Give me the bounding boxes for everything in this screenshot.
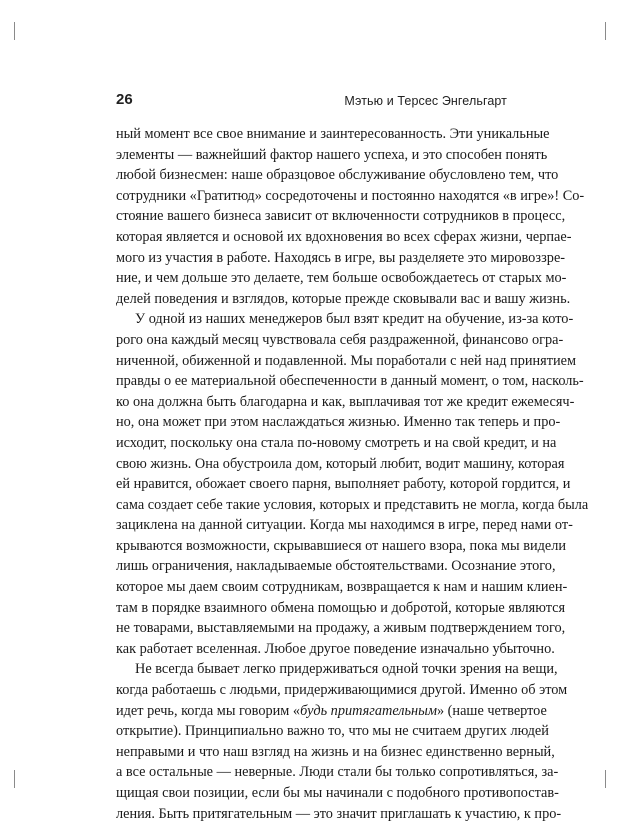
- text-line: когда работаешь с людьми, придерживающимися другой. Именно об этом: [116, 682, 568, 699]
- body-text: [116, 124, 589, 824]
- text-line: а все остальные — неверные. Люди стали бы только сопротивляться, за-: [116, 764, 559, 781]
- text-line: там в порядке взаимного обмена помощью и добротой, которые являются: [116, 599, 566, 616]
- text-line: делей поведения и взглядов, которые прежде сковывали вас и вашу жизнь.: [116, 290, 571, 307]
- page-header: [116, 90, 507, 112]
- text-line: свою жизнь. Она обустроила дом, который любит, водит машину, которая: [116, 455, 565, 472]
- text-line: рого она каждый месяц чувствовала себя раздраженной, финансово огра-: [116, 331, 564, 348]
- text-line: зациклена на данной ситуации. Когда мы находимся в игре, перед нами от-: [116, 517, 573, 534]
- text-line: ко она должна быть благодарна и как, выплачивая тот же кредит ежемесяч-: [116, 393, 575, 410]
- text-line: лишь ограничения, накладываемые обстоятельствами. Осознание этого,: [116, 558, 556, 575]
- text-line: сотрудники «Гратитюд» сосредоточены и постоянно находятся «в игре»! Со-: [116, 187, 585, 204]
- text-line: ние, и чем дольше это делаете, тем больше освобождаетесь от старых мо-: [116, 270, 567, 287]
- text-line: крываются возможности, скрывавшиеся от нашего взора, пока мы видели: [116, 537, 567, 554]
- text-line: правды о ее материальной обеспеченности в данный момент, о том, насколь-: [116, 373, 584, 390]
- text-line: не товарами, выставляемыми на продажу, а живым подтверждением того,: [116, 620, 566, 637]
- text-line: но, она может при этом наслаждаться жизнью. Именно так теперь и про-: [116, 414, 561, 431]
- text-line: любой бизнесмен: наше образцовое обслуживание обусловлено тем, что: [116, 167, 559, 184]
- text-line: Не всегда бывает легко придерживаться одной точки зрения на вещи,: [135, 661, 558, 678]
- page-number: 26: [116, 91, 133, 108]
- text-line: идет речь, когда мы говорим «будь притягательным» (наше четвертое: [116, 702, 547, 719]
- running-head: Мэтью и Терсес Энгельгарт: [344, 94, 507, 108]
- crop-mark-top-right: [605, 22, 606, 40]
- text-line: сама создает себе такие условия, которых и представить не могла, когда была: [116, 496, 589, 513]
- text-line: щищая свои позиции, если бы мы начинали с подобного противопостав-: [116, 785, 559, 801]
- paragraph: [116, 309, 589, 659]
- crop-mark-bottom-left: [14, 770, 15, 788]
- text-line: как работает вселенная. Любое другое поведение изначально убыточно.: [116, 640, 555, 657]
- crop-mark-bottom-right: [605, 770, 606, 788]
- text-line: мого из участия в работе. Находясь в игре, вы разделяете это мировоззре-: [116, 249, 566, 266]
- text-line: стояние вашего бизнеса зависит от включенности сотрудников в процесс,: [116, 208, 566, 225]
- emphasis-text: будь притягательным: [300, 702, 437, 719]
- text-line: неправыми и что наш взгляд на жизнь и на бизнес единственно верный,: [116, 743, 555, 760]
- text-line: исходит, поскольку она стала по-новому смотреть и на свой кредит, и на: [116, 434, 557, 451]
- paragraph: [116, 124, 585, 309]
- crop-mark-top-left: [14, 22, 15, 40]
- text-line: элементы — важнейший фактор нашего успеха, и это способен понять: [116, 146, 548, 163]
- text-line: которая является и основой их вдохновения во всех сферах жизни, черпае-: [116, 228, 572, 245]
- text-line: ления. Быть притягательным — это значит приглашать к участию, к про-: [116, 805, 562, 822]
- text-line: открытие). Принципиально важно то, что мы не считаем других людей: [116, 723, 549, 740]
- text-line: У одной из наших менеджеров был взят кредит на обучение, из-за кото-: [135, 311, 574, 328]
- text-line: ный момент все свое внимание и заинтересованность. Эти уникальные: [116, 126, 550, 142]
- text-line: которое мы даем своим сотрудникам, возвращается к нам и нашим клиен-: [116, 579, 568, 596]
- paragraph: [116, 659, 568, 824]
- text-line: ниченной, обиженной и подавленной. Мы поработали с ней над принятием: [116, 352, 577, 369]
- text-line: ей нравится, обожает своего парня, выполняет работу, которой гордится, и: [116, 476, 571, 493]
